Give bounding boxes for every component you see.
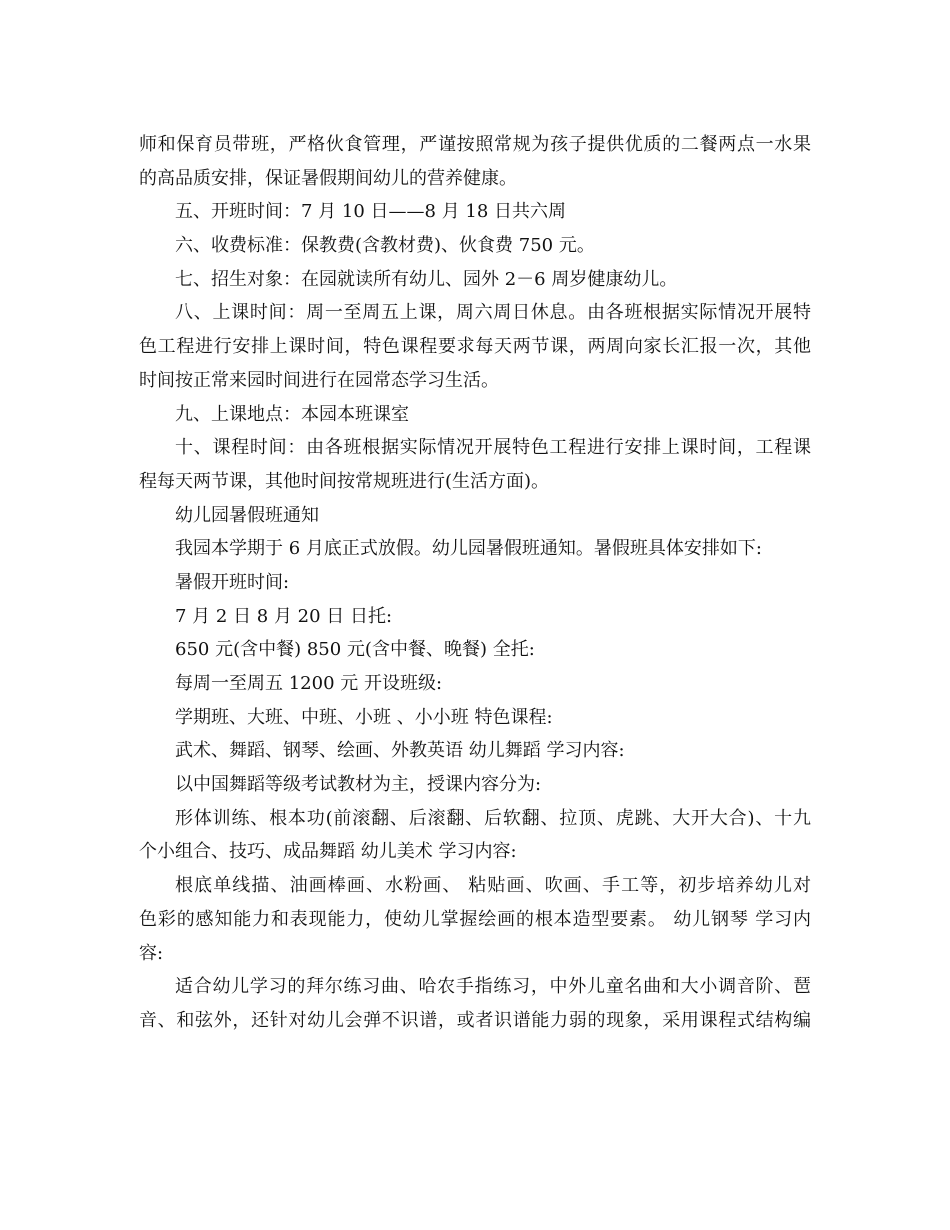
text-line: 师和保育员带班，严格伙食管理，严谨按照常规为孩子提供优质的二餐两点一水果 <box>139 134 811 155</box>
text-line: 适合幼儿学习的拜尔练习曲、哈农手指练习，中外儿童名曲和大小调音阶、琶 <box>175 976 811 998</box>
text-line: 色工程进行安排上课时间，特色课程要求每天两节课，两周向家长汇报一次，其他 <box>139 336 811 358</box>
text-line: 色彩的感知能力和表现能力，使幼儿掌握绘画的根本造型要素。 幼儿钢琴 学习内 <box>139 908 811 930</box>
notice-title: 幼儿园暑假班通知 <box>175 504 319 526</box>
section-nine-line: 九、上课地点：本园本班课室 <box>175 403 409 425</box>
text-line: 650 元(含中餐) 850 元(含中餐、晚餐) 全托: <box>175 639 535 661</box>
text-line: 每周一至周五 1200 元 开设班级: <box>175 673 443 694</box>
section-seven-line: 七、招生对象：在园就读所有幼儿、园外 2－6 周岁健康幼儿。 <box>175 268 678 290</box>
text-line: 音、和弦外，还针对幼儿会弹不识谱，或者识谱能力弱的现象，采用课程式结构编 <box>139 1009 811 1031</box>
text-line: 以中国舞蹈等级考试教材为主，授课内容分为: <box>175 774 542 796</box>
text-line: 形体训练、根本功(前滚翻、后滚翻、后软翻、拉顶、虎跳、大开大合)、十九 <box>175 807 811 829</box>
text-line: 程每天两节课，其他时间按常规班进行(生活方面)。 <box>139 470 550 492</box>
text-line: 根底单线描、油画棒画、水粉画、 粘贴画、吹画、手工等，初步培养幼儿对 <box>175 875 811 897</box>
text-line: 个小组合、技巧、成品舞蹈 幼儿美术 学习内容: <box>139 841 517 863</box>
text-line: 暑假开班时间: <box>175 571 290 593</box>
text-line: 学期班、大班、中班、小班 、小小班 特色课程: <box>175 706 553 728</box>
section-ten-line: 十、课程时间：由各班根据实际情况开展特色工程进行安排上课时间，工程课 <box>175 437 811 459</box>
section-six-line: 六、收费标准：保教费(含教材费)、伙食费 750 元。 <box>175 235 595 257</box>
body-text <box>139 128 811 1038</box>
text-line: 的高品质安排，保证暑假期间幼儿的营养健康。 <box>139 167 517 189</box>
text-line: 时间按正常来园时间进行在园常态学习生活。 <box>139 369 499 391</box>
text-line: 7 月 2 日 8 月 20 日 日托: <box>175 605 393 627</box>
text-line: 容: <box>139 942 164 964</box>
text-line: 武术、舞蹈、钢琴、绘画、外教英语 幼儿舞蹈 学习内容: <box>175 740 625 762</box>
text-line: 我园本学期于 6 月底正式放假。幼儿园暑假班通知。暑假班具体安排如下: <box>175 538 762 560</box>
section-eight-line: 八、上课时间：周一至周五上课，周六周日休息。由各班根据实际情况开展特 <box>175 302 811 324</box>
section-five-line: 五、开班时间：7 月 10 日——8 月 18 日共六周 <box>175 201 567 223</box>
